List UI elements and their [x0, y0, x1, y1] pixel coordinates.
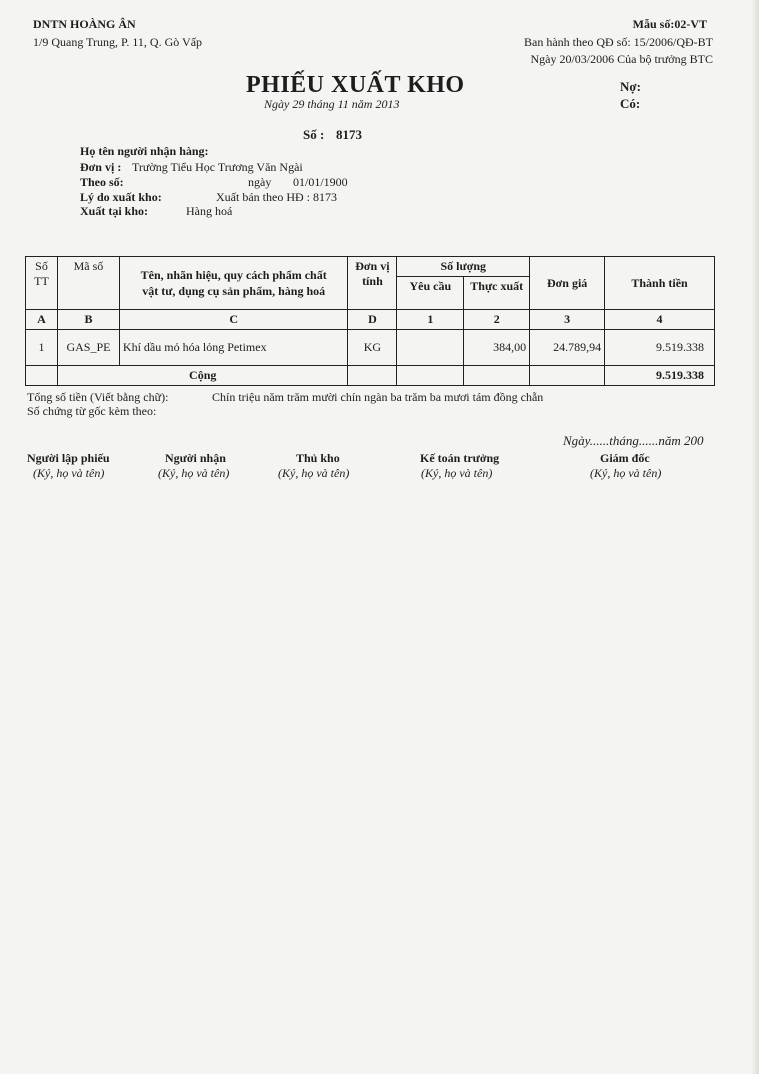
header-unit-price: Đơn giá: [530, 257, 605, 310]
debit-label: Nợ:: [620, 79, 641, 94]
row-code: GAS_PE: [57, 330, 119, 366]
items-table: [25, 256, 715, 386]
unit-label: Đơn vị :: [80, 160, 122, 174]
header-quantity: Số lượng: [397, 257, 530, 277]
amount-in-words-label: Tổng số tiền (Viết bằng chữ):: [27, 390, 169, 404]
row-total: 9.519.338: [605, 330, 715, 366]
row-actual: 384,00: [464, 330, 530, 366]
signature-role: Người lập phiếu: [27, 451, 110, 465]
company-address: 1/9 Quang Trung, P. 11, Q. Gò Vấp: [33, 35, 203, 49]
header-requested: Yêu cầu: [397, 277, 464, 310]
reason-value: Xuất bán theo HĐ : 8173: [216, 190, 337, 204]
row-requested: [397, 330, 464, 366]
table-header-row: [26, 257, 715, 277]
form-code: Mẫu số:02-VT: [632, 17, 707, 31]
signature-role: Thủ kho: [296, 451, 340, 465]
amount-in-words-value: Chín triệu năm trăm mười chín ngàn ba trăm ba mươi tám đồng chẵn: [212, 390, 544, 404]
warehouse-label: Xuất tại kho:: [80, 204, 149, 218]
table-sum-row: [26, 366, 715, 386]
column-code: 2: [464, 310, 530, 330]
column-code: B: [57, 310, 119, 330]
column-code: A: [26, 310, 58, 330]
form-decision: Ban hành theo QĐ số: 15/2006/QĐ-BT: [524, 35, 713, 49]
header-actual: Thực xuất: [464, 277, 530, 310]
reference-label: Theo số:: [80, 175, 124, 189]
reference-date-label: ngày: [248, 175, 272, 189]
row-stt: 1: [26, 330, 58, 366]
sum-empty-cell: [464, 366, 530, 386]
document-number: 8173: [336, 127, 362, 142]
row-unit: KG: [348, 330, 397, 366]
signature-role: Người nhận: [165, 451, 226, 465]
row-item-name: Khí dầu mỏ hóa lỏng Petimex: [119, 330, 348, 366]
sum-label: Cộng: [57, 366, 347, 386]
header-unit: Đơn vị tính: [348, 257, 397, 310]
reason-label: Lý do xuất kho:: [80, 190, 162, 204]
header-item-name: Tên, nhãn hiệu, quy cách phẩm chất vật tư, dụng cụ sản phẩm, hàng hoá: [119, 257, 348, 310]
signature-note: (Ký, họ và tên): [590, 466, 662, 480]
sum-empty-cell: [397, 366, 464, 386]
signature-note: (Ký, họ và tên): [158, 466, 230, 480]
signature-note: (Ký, họ và tên): [278, 466, 350, 480]
company-name: DNTN HOÀNG ÂN: [33, 17, 136, 31]
warehouse-value: Hàng hoá: [186, 204, 233, 218]
column-code: 3: [530, 310, 605, 330]
recipient-name-label: Họ tên người nhận hàng:: [80, 144, 209, 158]
reference-date-value: 01/01/1900: [293, 175, 348, 189]
page-title: PHIẾU XUẤT KHO: [246, 72, 465, 98]
signature-note: (Ký, họ và tên): [421, 466, 493, 480]
attachments-label: Số chứng từ gốc kèm theo:: [27, 404, 157, 418]
credit-label: Có:: [620, 96, 641, 111]
sum-total: 9.519.338: [605, 366, 715, 386]
column-code-row: [26, 310, 715, 330]
page-edge-shadow: [751, 0, 759, 1074]
header-code: Mã số: [57, 257, 119, 310]
column-code: 4: [605, 310, 715, 330]
signature-role: Kế toán trưởng: [420, 451, 500, 465]
column-code: 1: [397, 310, 464, 330]
sum-empty-cell: [348, 366, 397, 386]
header-stt: Số TT: [26, 257, 58, 310]
signature-date: Ngày......tháng......năm 200: [563, 433, 704, 448]
sum-empty-cell: [530, 366, 605, 386]
table-row: [26, 330, 715, 366]
sum-empty-cell: [26, 366, 58, 386]
row-unit-price: 24.789,94: [530, 330, 605, 366]
signature-role: Giám đốc: [600, 451, 650, 465]
column-code: D: [348, 310, 397, 330]
form-decision-date: Ngày 20/03/2006 Của bộ trưởng BTC: [530, 52, 713, 66]
unit-value: Trường Tiểu Học Trương Văn Ngài: [132, 160, 303, 174]
header-total: Thành tiền: [605, 257, 715, 310]
document-date: Ngày 29 tháng 11 năm 2013: [264, 97, 400, 111]
signature-note: (Ký, họ và tên): [33, 466, 105, 480]
column-code: C: [119, 310, 348, 330]
document-number-label: Số :: [303, 127, 325, 142]
